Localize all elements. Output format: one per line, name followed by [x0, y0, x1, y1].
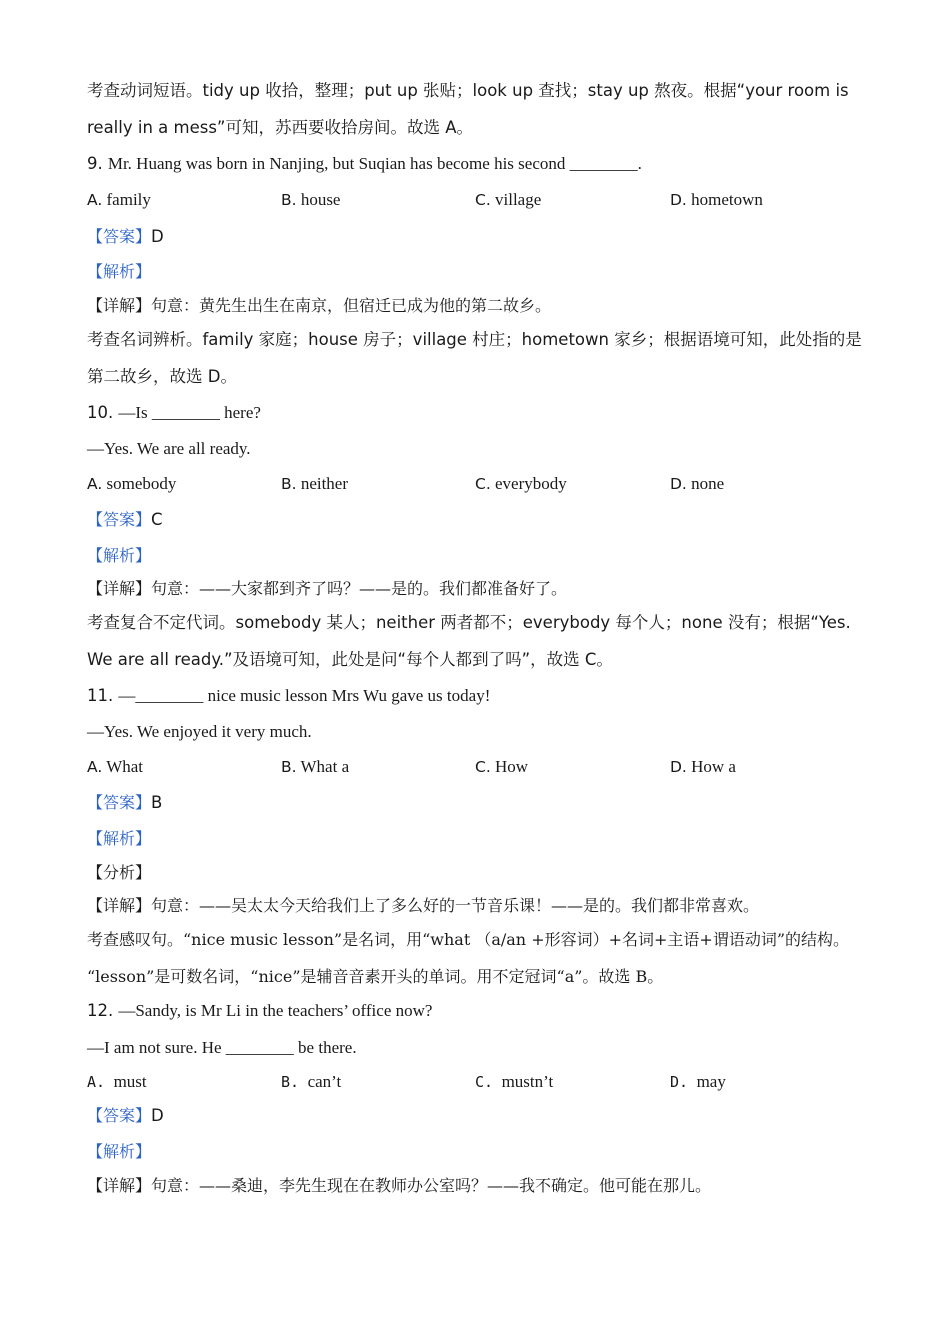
question-number: 9.: [87, 154, 103, 173]
q10-explanation-line-1: 考查复合不定代词。somebody 某人；neither 两者都不；everybody 每个人；none 没有；根据“Yes.: [87, 613, 851, 632]
q9-explanation-line-1: 考查名词辨析。family 家庭；house 房子；village 村庄；hometown 家乡；根据语境可知，此处指的是: [87, 330, 862, 349]
q9-option-c: C. village: [475, 190, 542, 209]
q11-option-a: A. What: [87, 757, 144, 776]
q12-detail: [87, 1175, 890, 1197]
question-text: Mr. Huang was born in Nanjing, but Suqian has become his second ________.: [107, 154, 642, 173]
detail-label: 【详解】: [87, 896, 152, 915]
q11-option-b: B. What a: [281, 757, 350, 776]
q8-explanation-line-1: 考查动词短语。tidy up 收拾，整理；put up 张贴；look up 查找；stay up 熬夜。根据“your room is: [87, 81, 849, 100]
q9-explanation-line-2: 第二故乡，故选 D。: [87, 367, 237, 386]
q12-options: [87, 1071, 867, 1093]
q11-answer: [87, 792, 890, 814]
q11-analysis-label: 【解析】: [87, 829, 152, 848]
q11-option-d: D. How a: [670, 757, 736, 776]
q10-options: [87, 473, 867, 495]
question-number: 12.: [87, 1001, 114, 1020]
q12-option-c: C. mustn’t: [475, 1072, 554, 1091]
q11-explanation-line-1: 考查感叹句。“nice music lesson”是名词，用“what （a/an +形容词）+名词+主语+谓语动词”的结构。: [87, 930, 849, 949]
q9-option-b: B. house: [281, 190, 341, 209]
q9-analysis-label: 【解析】: [87, 262, 152, 281]
q10-option-a: A. somebody: [87, 474, 177, 493]
q12-stem-response: —I am not sure. He ________ be there.: [87, 1038, 357, 1057]
q10-detail: [87, 578, 890, 600]
q10-explanation-line-2: We are all ready.”及语境可知，此处是问“每个人都到了吗”，故选 C。: [87, 650, 613, 669]
answer-value: D: [151, 227, 164, 246]
detail-label: 【详解】: [87, 296, 152, 315]
q10-option-b: B. neither: [281, 474, 349, 493]
answer-value: D: [151, 1106, 164, 1125]
answer-label: 【答案】: [87, 1106, 152, 1125]
q11-options: [87, 756, 867, 778]
question-text: —________ nice music lesson Mrs Wu gave us today!: [118, 686, 491, 705]
question-text: —Sandy, is Mr Li in the teachers’ office now?: [118, 1001, 433, 1020]
q11-stem-response: —Yes. We enjoyed it very much.: [87, 722, 312, 741]
q12-option-d: D. may: [670, 1072, 726, 1091]
q9-detail: [87, 295, 890, 317]
q11-option-c: C. How: [475, 757, 529, 776]
q11-explanation-line-2: “lesson”是可数名词，“nice”是辅音音素开头的单词。用不定冠词“a”。故选 B。: [87, 967, 664, 986]
detail-label: 【详解】: [87, 1176, 152, 1195]
answer-label: 【答案】: [87, 793, 152, 812]
q8-explanation-line-2: really in a mess”可知，苏西要收拾房间。故选 A。: [87, 118, 474, 137]
q10-option-d: D. none: [670, 474, 725, 493]
detail-text: 句意：——吴太太今天给我们上了多么好的一节音乐课！——是的。我们都非常喜欢。: [151, 896, 760, 915]
q9-option-a: A. family: [87, 190, 151, 209]
q9-options: [87, 189, 867, 211]
q12-stem: [87, 1000, 890, 1022]
q9-answer: [87, 226, 890, 248]
q11-detail: [87, 895, 890, 917]
q10-option-c: C. everybody: [475, 474, 567, 493]
q12-analysis-label: 【解析】: [87, 1142, 152, 1161]
q11-stem: [87, 685, 890, 707]
detail-label: 【详解】: [87, 579, 152, 598]
detail-text: 句意：黄先生出生在南京，但宿迁已成为他的第二故乡。: [151, 296, 552, 315]
detail-text: 句意：——大家都到齐了吗？——是的。我们都准备好了。: [151, 579, 568, 598]
q12-answer: [87, 1105, 890, 1127]
answer-value: B: [151, 793, 163, 812]
q9-stem: [87, 153, 890, 175]
q10-answer: [87, 509, 890, 531]
q12-option-b: B. can’t: [281, 1072, 342, 1091]
q10-analysis-label: 【解析】: [87, 546, 152, 565]
detail-text: 句意：——桑迪，李先生现在在教师办公室吗？——我不确定。他可能在那儿。: [151, 1176, 712, 1195]
question-number: 10.: [87, 403, 114, 422]
q12-option-a: A. must: [87, 1072, 147, 1091]
q11-fenxi-label: 【分析】: [87, 863, 152, 882]
question-text: —Is ________ here?: [118, 403, 261, 422]
answer-label: 【答案】: [87, 227, 152, 246]
question-number: 11.: [87, 686, 114, 705]
answer-value: C: [151, 510, 163, 529]
q10-stem: [87, 402, 890, 424]
q10-stem-response: —Yes. We are all ready.: [87, 439, 251, 458]
q9-option-d: D. hometown: [670, 190, 763, 209]
answer-label: 【答案】: [87, 510, 152, 529]
